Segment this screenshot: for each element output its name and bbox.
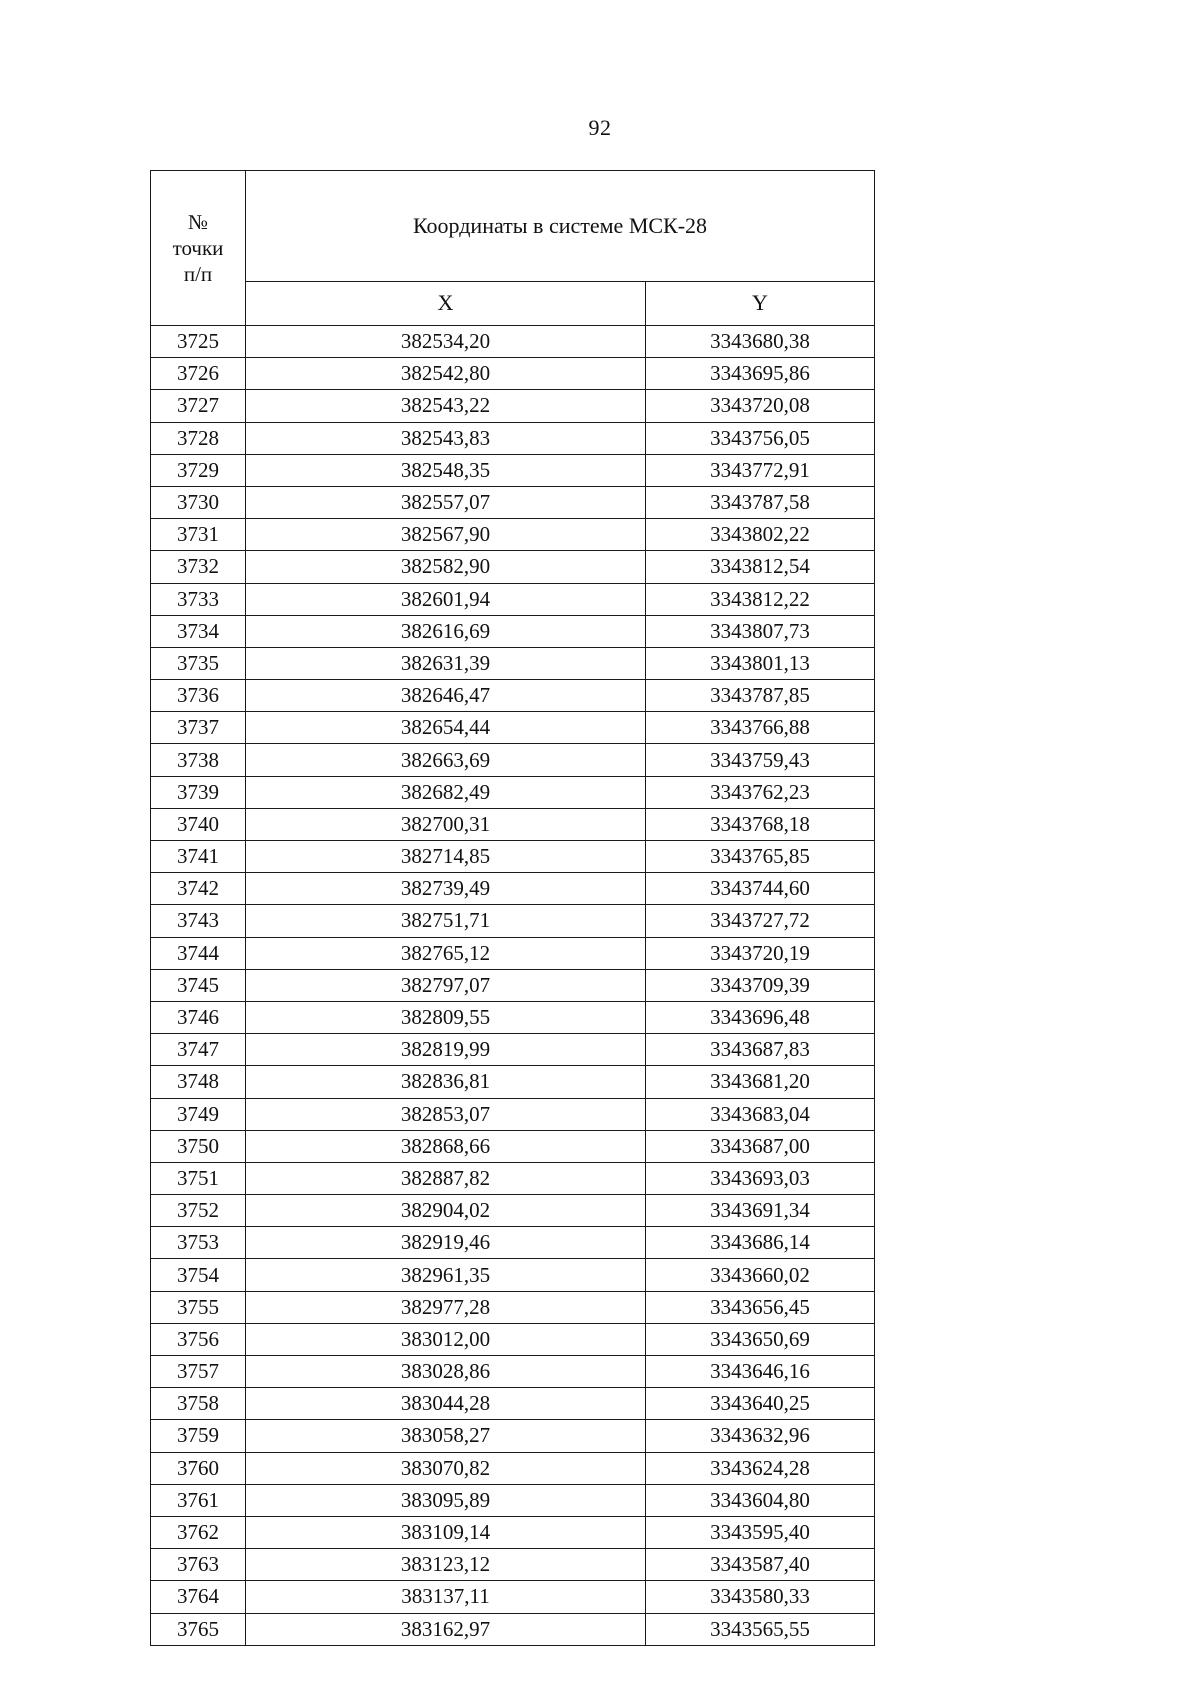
x-coordinate-cell: 382904,02 [246, 1195, 646, 1227]
table-row [151, 1227, 875, 1259]
x-coordinate-cell: 382853,07 [246, 1098, 646, 1130]
point-number-cell: 3743 [151, 905, 246, 937]
table-row [151, 1162, 875, 1194]
table-row [151, 454, 875, 486]
point-number-cell: 3744 [151, 937, 246, 969]
point-number-header-line: № [187, 210, 209, 234]
table-row [151, 583, 875, 615]
point-number-cell: 3748 [151, 1066, 246, 1098]
point-number-cell: 3747 [151, 1034, 246, 1066]
table-row [151, 937, 875, 969]
point-number-cell: 3741 [151, 841, 246, 873]
table-row [151, 1549, 875, 1581]
y-coordinate-cell: 3343787,85 [646, 680, 875, 712]
table-row [151, 905, 875, 937]
point-number-cell: 3734 [151, 615, 246, 647]
x-coordinate-cell: 383162,97 [246, 1613, 646, 1645]
y-coordinate-cell: 3343807,73 [646, 615, 875, 647]
point-number-cell: 3765 [151, 1613, 246, 1645]
x-coordinate-cell: 382700,31 [246, 808, 646, 840]
point-number-cell: 3727 [151, 390, 246, 422]
y-coordinate-cell: 3343787,58 [646, 486, 875, 518]
x-coordinate-cell: 382819,99 [246, 1034, 646, 1066]
point-number-cell: 3753 [151, 1227, 246, 1259]
x-coordinate-cell: 382534,20 [246, 326, 646, 358]
point-number-cell: 3762 [151, 1516, 246, 1548]
x-coordinate-cell: 382714,85 [246, 841, 646, 873]
y-coordinate-cell: 3343632,96 [646, 1420, 875, 1452]
x-column-header: X [246, 281, 646, 326]
y-coordinate-cell: 3343768,18 [646, 808, 875, 840]
y-coordinate-cell: 3343660,02 [646, 1259, 875, 1291]
y-coordinate-cell: 3343812,22 [646, 583, 875, 615]
table-row [151, 551, 875, 583]
point-number-cell: 3739 [151, 776, 246, 808]
table-row [151, 873, 875, 905]
table-row [151, 1420, 875, 1452]
y-coordinate-cell: 3343683,04 [646, 1098, 875, 1130]
table-row [151, 841, 875, 873]
point-number-cell: 3742 [151, 873, 246, 905]
y-coordinate-cell: 3343762,23 [646, 776, 875, 808]
x-coordinate-cell: 382616,69 [246, 615, 646, 647]
x-coordinate-cell: 382582,90 [246, 551, 646, 583]
x-coordinate-cell: 382631,39 [246, 647, 646, 679]
x-coordinate-cell: 382809,55 [246, 1001, 646, 1033]
x-coordinate-cell: 382663,69 [246, 744, 646, 776]
point-number-cell: 3759 [151, 1420, 246, 1452]
table-row [151, 1259, 875, 1291]
table-row [151, 1323, 875, 1355]
point-number-cell: 3758 [151, 1388, 246, 1420]
coordinates-table [150, 170, 875, 1646]
y-coordinate-cell: 3343772,91 [646, 454, 875, 486]
y-column-header: Y [646, 281, 875, 326]
x-coordinate-cell: 382739,49 [246, 873, 646, 905]
y-coordinate-cell: 3343650,69 [646, 1323, 875, 1355]
y-coordinate-cell: 3343812,54 [646, 551, 875, 583]
table-row [151, 1098, 875, 1130]
point-number-cell: 3731 [151, 519, 246, 551]
x-coordinate-cell: 382765,12 [246, 937, 646, 969]
table-row [151, 712, 875, 744]
table-row [151, 969, 875, 1001]
y-coordinate-cell: 3343709,39 [646, 969, 875, 1001]
y-coordinate-cell: 3343656,45 [646, 1291, 875, 1323]
x-coordinate-cell: 383070,82 [246, 1452, 646, 1484]
point-number-cell: 3756 [151, 1323, 246, 1355]
y-coordinate-cell: 3343693,03 [646, 1162, 875, 1194]
point-number-cell: 3760 [151, 1452, 246, 1484]
point-number-cell: 3752 [151, 1195, 246, 1227]
x-coordinate-cell: 383123,12 [246, 1549, 646, 1581]
x-coordinate-cell: 383028,86 [246, 1356, 646, 1388]
y-coordinate-cell: 3343720,08 [646, 390, 875, 422]
x-coordinate-cell: 382548,35 [246, 454, 646, 486]
y-coordinate-cell: 3343720,19 [646, 937, 875, 969]
point-number-cell: 3732 [151, 551, 246, 583]
point-number-cell: 3750 [151, 1130, 246, 1162]
table-row [151, 390, 875, 422]
page-number: 92 [588, 115, 612, 140]
y-coordinate-cell: 3343565,55 [646, 1613, 875, 1645]
x-coordinate-cell: 382977,28 [246, 1291, 646, 1323]
point-number-header-line: п/п [183, 262, 213, 286]
x-coordinate-cell: 382542,80 [246, 358, 646, 390]
table-row [151, 1452, 875, 1484]
y-coordinate-cell: 3343727,72 [646, 905, 875, 937]
table-row [151, 519, 875, 551]
point-number-cell: 3729 [151, 454, 246, 486]
point-number-cell: 3726 [151, 358, 246, 390]
x-coordinate-cell: 383109,14 [246, 1516, 646, 1548]
x-coordinate-cell: 382646,47 [246, 680, 646, 712]
y-coordinate-cell: 3343680,38 [646, 326, 875, 358]
y-coordinate-cell: 3343802,22 [646, 519, 875, 551]
point-number-cell: 3757 [151, 1356, 246, 1388]
x-coordinate-cell: 382567,90 [246, 519, 646, 551]
y-coordinate-cell: 3343691,34 [646, 1195, 875, 1227]
point-number-cell: 3735 [151, 647, 246, 679]
y-coordinate-cell: 3343756,05 [646, 422, 875, 454]
point-number-cell: 3745 [151, 969, 246, 1001]
table-row [151, 744, 875, 776]
x-coordinate-cell: 383044,28 [246, 1388, 646, 1420]
y-coordinate-cell: 3343759,43 [646, 744, 875, 776]
point-number-header [151, 171, 246, 326]
table-row [151, 1291, 875, 1323]
table-row [151, 776, 875, 808]
y-coordinate-cell: 3343624,28 [646, 1452, 875, 1484]
y-coordinate-cell: 3343646,16 [646, 1356, 875, 1388]
point-number-cell: 3736 [151, 680, 246, 712]
table-row [151, 1034, 875, 1066]
point-number-cell: 3728 [151, 422, 246, 454]
x-coordinate-cell: 382543,22 [246, 390, 646, 422]
table-row [151, 1388, 875, 1420]
point-number-cell: 3738 [151, 744, 246, 776]
x-coordinate-cell: 383058,27 [246, 1420, 646, 1452]
y-coordinate-cell: 3343765,85 [646, 841, 875, 873]
point-number-cell: 3764 [151, 1581, 246, 1613]
table-row [151, 1356, 875, 1388]
y-coordinate-cell: 3343687,00 [646, 1130, 875, 1162]
point-number-header-line: точки [172, 236, 224, 260]
y-coordinate-cell: 3343766,88 [646, 712, 875, 744]
x-coordinate-cell: 382868,66 [246, 1130, 646, 1162]
coordinates-title-header: Координаты в системе МСК-28 [246, 171, 875, 282]
x-coordinate-cell: 382682,49 [246, 776, 646, 808]
x-coordinate-cell: 382797,07 [246, 969, 646, 1001]
table-row [151, 1516, 875, 1548]
point-number-cell: 3725 [151, 326, 246, 358]
table-row [151, 647, 875, 679]
x-coordinate-cell: 383012,00 [246, 1323, 646, 1355]
table-body [151, 326, 875, 1646]
point-number-cell: 3740 [151, 808, 246, 840]
table-row [151, 808, 875, 840]
point-number-cell: 3746 [151, 1001, 246, 1033]
y-coordinate-cell: 3343595,40 [646, 1516, 875, 1548]
y-coordinate-cell: 3343696,48 [646, 1001, 875, 1033]
point-number-cell: 3751 [151, 1162, 246, 1194]
point-number-cell: 3733 [151, 583, 246, 615]
y-coordinate-cell: 3343604,80 [646, 1484, 875, 1516]
x-coordinate-cell: 383137,11 [246, 1581, 646, 1613]
table-row [151, 1130, 875, 1162]
table-row [151, 1581, 875, 1613]
x-coordinate-cell: 382654,44 [246, 712, 646, 744]
table-row [151, 326, 875, 358]
table-row [151, 422, 875, 454]
x-coordinate-cell: 382557,07 [246, 486, 646, 518]
y-coordinate-cell: 3343687,83 [646, 1034, 875, 1066]
table-row [151, 615, 875, 647]
table-row [151, 1001, 875, 1033]
table-row [151, 486, 875, 518]
y-coordinate-cell: 3343587,40 [646, 1549, 875, 1581]
table-row [151, 1613, 875, 1645]
x-coordinate-cell: 382751,71 [246, 905, 646, 937]
x-coordinate-cell: 382836,81 [246, 1066, 646, 1098]
y-coordinate-cell: 3343681,20 [646, 1066, 875, 1098]
point-number-cell: 3763 [151, 1549, 246, 1581]
y-coordinate-cell: 3343801,13 [646, 647, 875, 679]
point-number-cell: 3730 [151, 486, 246, 518]
x-coordinate-cell: 382887,82 [246, 1162, 646, 1194]
table-row [151, 1066, 875, 1098]
table-row [151, 1484, 875, 1516]
point-number-cell: 3761 [151, 1484, 246, 1516]
x-coordinate-cell: 382543,83 [246, 422, 646, 454]
x-coordinate-cell: 382919,46 [246, 1227, 646, 1259]
table-row [151, 680, 875, 712]
y-coordinate-cell: 3343695,86 [646, 358, 875, 390]
point-number-cell: 3755 [151, 1291, 246, 1323]
point-number-cell: 3749 [151, 1098, 246, 1130]
point-number-cell: 3754 [151, 1259, 246, 1291]
y-coordinate-cell: 3343686,14 [646, 1227, 875, 1259]
x-coordinate-cell: 382601,94 [246, 583, 646, 615]
x-coordinate-cell: 383095,89 [246, 1484, 646, 1516]
table-row [151, 358, 875, 390]
y-coordinate-cell: 3343580,33 [646, 1581, 875, 1613]
x-coordinate-cell: 382961,35 [246, 1259, 646, 1291]
table-header [151, 171, 875, 326]
y-coordinate-cell: 3343744,60 [646, 873, 875, 905]
point-number-cell: 3737 [151, 712, 246, 744]
y-coordinate-cell: 3343640,25 [646, 1388, 875, 1420]
table-row [151, 1195, 875, 1227]
